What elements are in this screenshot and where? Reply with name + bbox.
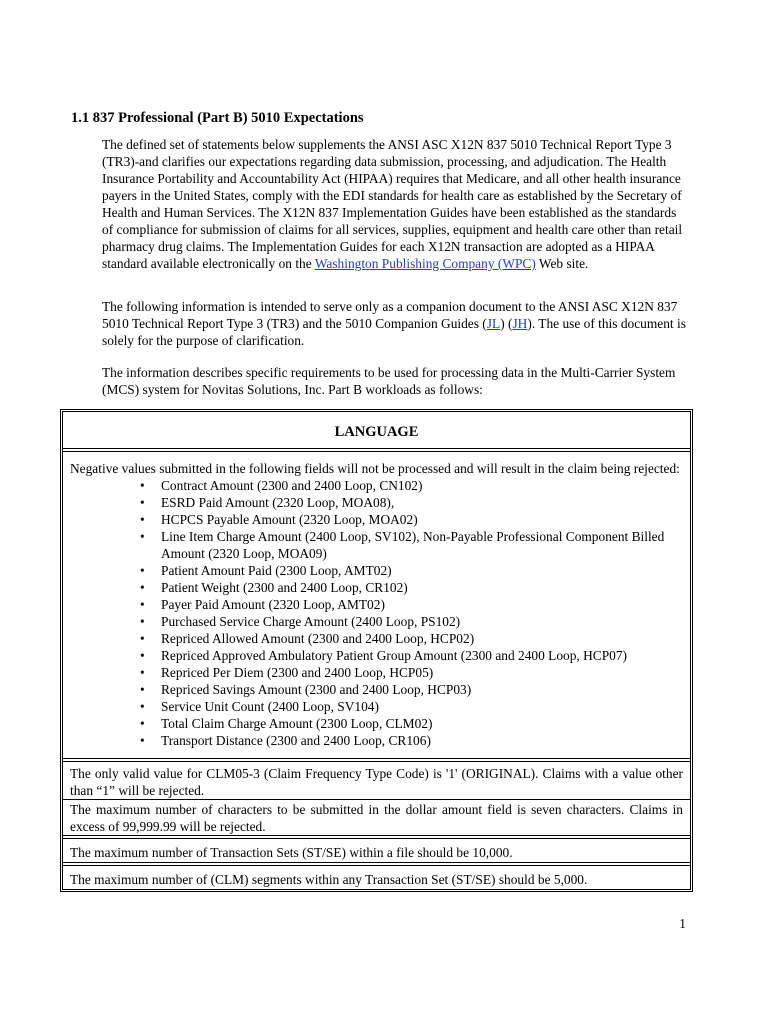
negative-value-item: • ESRD Paid Amount (2320 Loop, MOA08), xyxy=(140,494,683,511)
negative-value-item: • Repriced Savings Amount (2300 and 2400 Loop, HCP03) xyxy=(140,681,683,698)
max-characters-rule: The maximum number of characters to be submitted in the dollar amount field is seven characters. Claims in excess of 99,999.99 will be rejected. xyxy=(63,799,690,835)
negative-values-cell xyxy=(63,451,690,758)
negative-value-item: • Patient Weight (2300 and 2400 Loop, CR102) xyxy=(140,579,683,596)
negative-value-item: • Contract Amount (2300 and 2400 Loop, CN102) xyxy=(140,477,683,494)
negative-value-item: • Service Unit Count (2400 Loop, SV104) xyxy=(140,698,683,715)
jl-link[interactable]: JL xyxy=(486,316,501,331)
negative-values-list xyxy=(70,477,683,749)
max-transaction-sets-rule: The maximum number of Transaction Sets (ST/SE) within a file should be 10,000. xyxy=(63,838,690,862)
page-number: 1 xyxy=(679,916,686,931)
section-heading: 1.1 837 Professional (Part B) 5010 Expectations xyxy=(71,110,364,126)
negative-value-item: • Patient Amount Paid (2300 Loop, AMT02) xyxy=(140,562,683,579)
negative-values-intro: Negative values submitted in the following fields will not be processed and will result in the claim being rejected: xyxy=(70,461,680,476)
negative-value-item: • HCPCS Payable Amount (2320 Loop, MOA02) xyxy=(140,511,683,528)
intro-text: The defined set of statements below supplements the ANSI ASC X12N 837 5010 Technical Report Type 3 (TR3)-and clarifies our expectations regarding data submission, processing, and adjudication. The Health Insurance Portability and Accountability Act (HIPAA) requires that Medicare, and all other health insurance payers in the United States, comply with the EDI standards for health care as established by the Secretary of Health and Human Services. The X12N 837 Implementation Guides have been established as the standards of compliance for submission of claims for all services, supplies, equipment and health care other than retail pharmacy drug claims. The Implementation Guides for each X12N transaction are adopted as a HIPAA standard available electronically on the xyxy=(102,137,683,271)
negative-value-item: • Payer Paid Amount (2320 Loop, AMT02) xyxy=(140,596,683,613)
language-title: LANGUAGE xyxy=(334,424,419,440)
companion-mid: ) ( xyxy=(500,316,513,331)
negative-value-item: • Total Claim Charge Amount (2300 Loop, CLM02) xyxy=(140,715,683,732)
negative-value-item: • Purchased Service Charge Amount (2400 Loop, PS102) xyxy=(140,613,683,630)
jh-link[interactable]: JH xyxy=(512,316,528,331)
negative-value-item: • Repriced Allowed Amount (2300 and 2400 Loop, HCP02) xyxy=(140,630,683,647)
wpc-link[interactable]: Washington Publishing Company (WPC) xyxy=(314,256,536,271)
negative-value-item: • Repriced Approved Ambulatory Patient Group Amount (2300 and 2400 Loop, HCP07) xyxy=(140,647,683,664)
max-clm-segments-rule: The maximum number of (CLM) segments within any Transaction Set (ST/SE) should be 5,000. xyxy=(63,865,690,889)
intro-tail: Web site. xyxy=(535,256,589,271)
companion-tail: ). The use of this document is solely for the purpose of clarification. xyxy=(102,316,686,348)
requirements-paragraph: The information describes specific requirements to be used for processing data in the Multi-Carrier System (MCS) system for Novitas Solutions, Inc. Part B workloads as follows: xyxy=(102,365,676,397)
negative-value-item: • Transport Distance (2300 and 2400 Loop, CR106) xyxy=(140,732,683,749)
language-table xyxy=(60,409,693,892)
companion-text: The following information is intended to serve only as a companion document to the ANSI ASC X12N 837 5010 Technical Report Type 3 (TR3) and the 5010 Companion Guides ( xyxy=(102,299,678,331)
negative-value-item: • Repriced Per Diem (2300 and 2400 Loop, HCP05) xyxy=(140,664,683,681)
intro-paragraph xyxy=(102,136,686,272)
companion-paragraph xyxy=(102,298,686,349)
negative-value-item: • Line Item Charge Amount (2400 Loop, SV102), Non-Payable Professional Component Billed Amount (2320 Loop, MOA09) xyxy=(140,528,683,562)
clm-frequency-rule: The only valid value for CLM05-3 (Claim Frequency Type Code) is '1' (ORIGINAL). Claims with a value other than “1” will be rejected. xyxy=(63,761,690,799)
